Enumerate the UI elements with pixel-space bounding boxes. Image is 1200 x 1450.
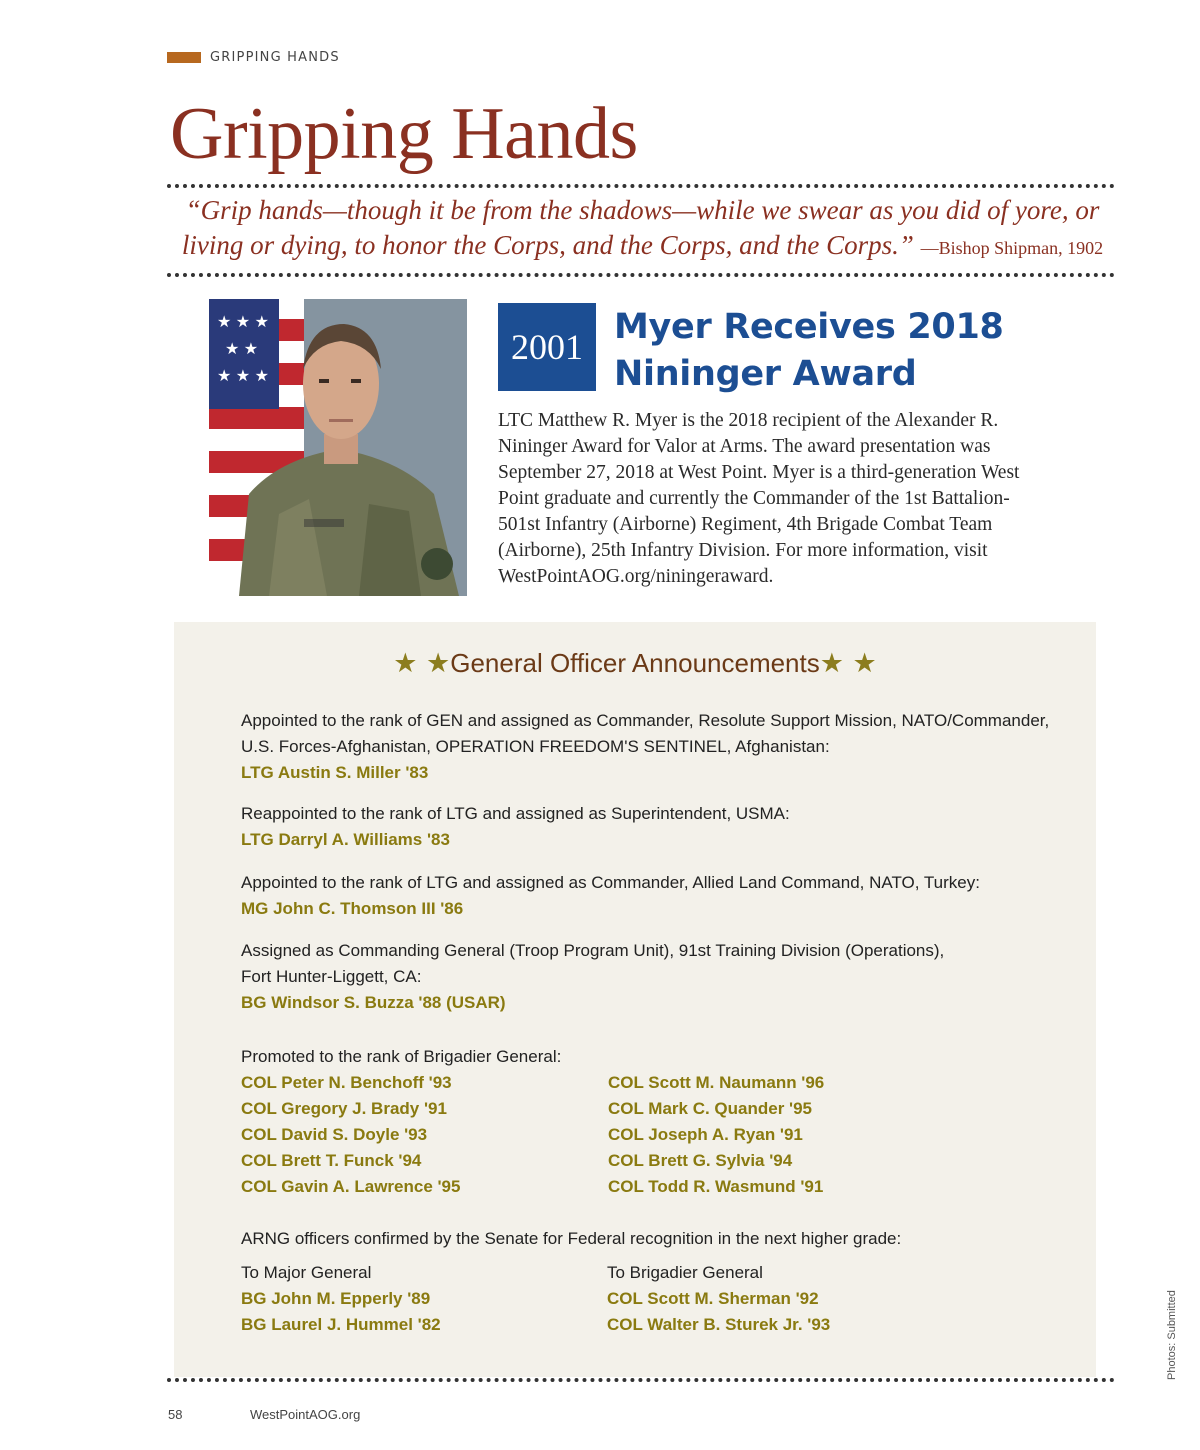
- announcements-title-text: General Officer Announcements: [450, 648, 820, 678]
- officer-name: COL Peter N. Benchoff '93: [241, 1073, 452, 1092]
- officer-name: COL Todd R. Wasmund '91: [608, 1177, 824, 1196]
- section-tag-label: GRIPPING HANDS: [210, 49, 340, 65]
- portrait-photo: [209, 299, 467, 596]
- officer-name: COL Walter B. Sturek Jr. '93: [607, 1315, 831, 1334]
- arng-label: ARNG officers confirmed by the Senate for Federal recognition in the next higher grade:: [241, 1229, 902, 1248]
- divider-bottom: [167, 1378, 1115, 1382]
- officer-name: LTG Darryl A. Williams '83: [241, 830, 450, 849]
- page-number: 58: [168, 1407, 183, 1422]
- officer-name: BG Windsor S. Buzza '88 (USAR): [241, 993, 506, 1012]
- footer-website: WestPointAOG.org: [250, 1407, 361, 1422]
- article-title-line-1: Myer Receives 2018: [614, 307, 1004, 347]
- officer-name: BG John M. Epperly '89: [241, 1289, 431, 1308]
- announcement-desc: Assigned as Commanding General (Troop Program Unit), 91st Training Division (Operations), Fort Hunter-Liggett, CA:: [241, 941, 945, 986]
- section-tag-bar: [167, 52, 201, 63]
- photo-credit: Photos: Submitted: [1166, 1290, 1178, 1380]
- officer-name: LTG Austin S. Miller '83: [241, 763, 429, 782]
- article-body: LTC Matthew R. Myer is the 2018 recipient of the Alexander R. Nininger Award for Valor at Arms. The award presentation was September 27, 2018 at West Point. Myer is a third-generation West Point graduate and currently the Commander of the 1st Battalion-501st Infantry (Airborne) Regiment, 4th Brigade Combat Team (Airborne), 25th Infantry Division. For more information, visit WestPointAOG.org/niningeraward.: [498, 410, 1020, 587]
- officer-name: COL Brett G. Sylvia '94: [608, 1151, 793, 1170]
- arng-brigadier-label: To Brigadier General: [607, 1263, 763, 1282]
- announcement-desc: Appointed to the rank of GEN and assigned as Commander, Resolute Support Mission, NATO/Commander, U.S. Forces-Afghanistan, OPERATION FREEDOM'S SENTINEL, Afghanistan:: [241, 711, 1050, 756]
- quote-attribution: —Bishop Shipman, 1902: [920, 238, 1104, 258]
- officer-name: COL Brett T. Funck '94: [241, 1151, 422, 1170]
- page-title: Gripping Hands: [170, 93, 638, 175]
- announcement-item: [241, 708, 1061, 786]
- promoted-list-left: [241, 1070, 601, 1200]
- star-icon: ★ ★: [393, 648, 451, 679]
- quote-text: “Grip hands—though it be from the shadows—while we swear as you did of yore, or living or dying, to honor the Corps, and the Corps, and the Corps.”: [181, 195, 1100, 260]
- officer-name: COL Scott M. Naumann '96: [608, 1073, 825, 1092]
- section-tag: [167, 49, 340, 65]
- announcement-desc: Reappointed to the rank of LTG and assigned as Superintendent, USMA:: [241, 804, 790, 823]
- svg-text:★ ★ ★: ★ ★ ★: [217, 368, 269, 385]
- officer-name: COL Scott M. Sherman '92: [607, 1289, 819, 1308]
- officer-name: COL David S. Doyle '93: [241, 1125, 428, 1144]
- promoted-label: Promoted to the rank of Brigadier General:: [241, 1047, 562, 1066]
- officer-name: COL Mark C. Quander '95: [608, 1099, 813, 1118]
- pull-quote: [170, 193, 1115, 266]
- announcement-item: [241, 801, 1061, 853]
- article-title-line-2: Nininger Award: [614, 354, 917, 394]
- announcements-title: [0, 648, 1200, 679]
- divider-top: [167, 184, 1115, 188]
- officer-name: BG Laurel J. Hummel '82: [241, 1315, 441, 1334]
- star-icon: ★ ★: [819, 648, 877, 679]
- officer-name: MG John C. Thomson III '86: [241, 899, 464, 918]
- promoted-list-right: [608, 1070, 968, 1200]
- portrait-illustration: [209, 299, 467, 596]
- divider-quote-bottom: [167, 273, 1115, 277]
- announcement-desc: Appointed to the rank of LTG and assigned as Commander, Allied Land Command, NATO, Turkey:: [241, 873, 980, 892]
- officer-name: COL Gregory J. Brady '91: [241, 1099, 447, 1118]
- year-badge: 2001: [498, 303, 596, 391]
- arng-brigadier-list: [607, 1260, 967, 1338]
- arng-major-label: To Major General: [241, 1263, 372, 1282]
- svg-text:★ ★ ★: ★ ★ ★: [217, 314, 269, 331]
- arng-major-list: [241, 1260, 601, 1338]
- article-title: [614, 304, 1034, 398]
- svg-text:★ ★: ★ ★: [225, 341, 259, 358]
- officer-name: COL Gavin A. Lawrence '95: [241, 1177, 461, 1196]
- officer-name: COL Joseph A. Ryan '91: [608, 1125, 803, 1144]
- announcement-item: [241, 938, 961, 1016]
- announcement-item: [241, 870, 1061, 922]
